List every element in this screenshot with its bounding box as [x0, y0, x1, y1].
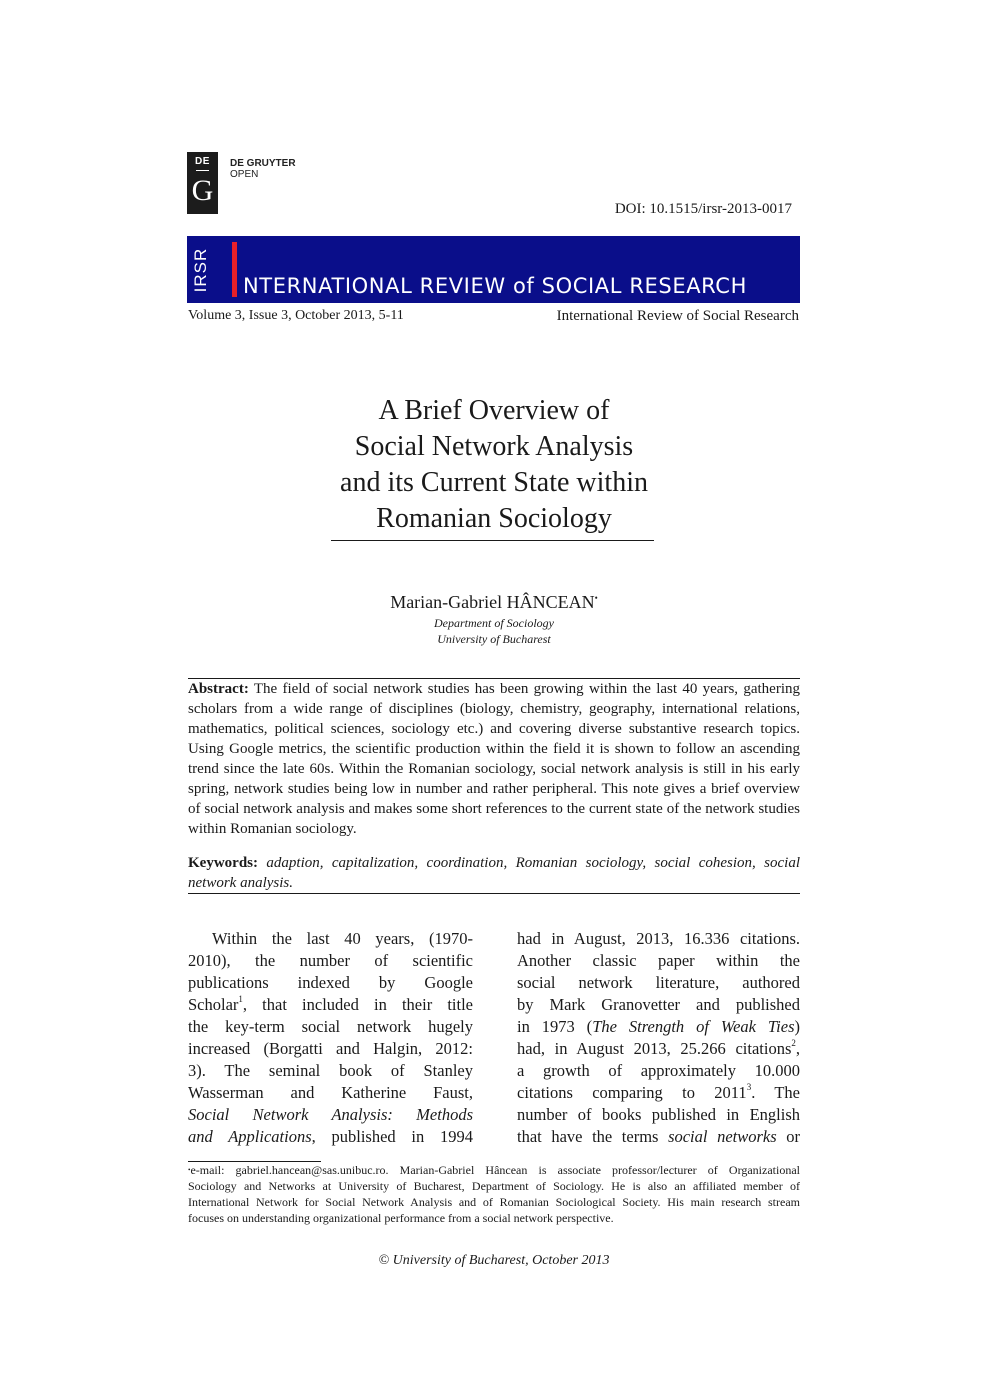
abstract-label: Abstract: [188, 681, 249, 697]
logo-divider [196, 170, 209, 171]
body-line: number of books published in English [517, 1105, 800, 1124]
title-underline [331, 540, 654, 541]
title-line: and its Current State within [340, 467, 648, 498]
body-line: Within the last 40 years, (1970- [212, 929, 473, 948]
body-left-column [188, 928, 473, 1148]
body-line [517, 1082, 800, 1104]
publisher-sub: OPEN [230, 169, 259, 180]
term-text: social networks [668, 1127, 777, 1146]
keywords [188, 853, 800, 893]
body-line: Wasserman and Katherine Faust, [188, 1083, 473, 1102]
book-title-text: Social Network Analysis: Methods [188, 1105, 473, 1124]
author-footnote-mark: • [594, 593, 598, 603]
body-line: 3). The seminal book of Stanley [188, 1061, 473, 1080]
body-text: . The [751, 1083, 800, 1102]
doi: DOI: 10.1515/irsr-2013-0017 [614, 201, 792, 217]
paper-title [294, 393, 694, 537]
title-line: A Brief Overview of [378, 395, 610, 426]
body-line: the key-term social network hugely [188, 1017, 473, 1036]
body-right-column [517, 928, 800, 1148]
abstract [188, 679, 800, 839]
body-line: Another classic paper within the [517, 951, 800, 970]
author-name-text: Marian-Gabriel HÂNCEAN [390, 592, 595, 612]
logo-de-text: DE [195, 156, 210, 167]
body-line: had in August, 2013, 16.336 citations. [517, 929, 800, 948]
body-text: had, in August 2013, 25.266 citations [517, 1039, 792, 1058]
body-line: increased (Borgatti and Halgin, 2012: [188, 1039, 473, 1058]
body-text: ) [794, 1017, 800, 1036]
footnote-line: International Network for Social Network Analysis and of Romanian Sociological Society. His main research stream [188, 1195, 800, 1209]
banner-title: NTERNATIONAL REVIEW of SOCIAL RESEARCH [243, 274, 747, 298]
body-text: or [776, 1127, 800, 1146]
publisher-logo [187, 152, 218, 214]
body-line: by Mark Granovetter and published [517, 995, 800, 1014]
footnote-line: Sociology and Networks at University of Bucharest, Department of Sociology. He is also an affiliated member of [188, 1179, 800, 1193]
author-footnote [188, 1162, 800, 1226]
volume-info: Volume 3, Issue 3, October 2013, 5-11 [188, 308, 404, 323]
body-line: social network literature, authored [517, 973, 800, 992]
footnote-text: e-mail: gabriel.hancean@sas.unibuc.ro. Marian-Gabriel Hâncean is associate professor/lecturer of Organizational [190, 1163, 800, 1177]
body-line [188, 1104, 473, 1126]
author-name [294, 592, 694, 613]
banner-red-bar [232, 242, 237, 297]
keywords-label: Keywords: [188, 855, 258, 871]
author-university: University of Bucharest [437, 632, 551, 646]
body-text: , that included in their title [242, 995, 473, 1014]
footnote-line [188, 1162, 800, 1178]
publisher-name: DE GRUYTER [230, 158, 296, 169]
footnote-ref: 2 [791, 1038, 796, 1048]
title-line: Social Network Analysis [354, 431, 634, 462]
body-line [517, 1038, 800, 1060]
title-line: Romanian Sociology [376, 503, 612, 534]
body-text: that have the terms [517, 1127, 669, 1146]
body-text: , [795, 1039, 800, 1058]
author-department: Department of Sociology [434, 616, 554, 630]
body-text: in 1973 ( [517, 1017, 593, 1036]
body-text: , published in 1994 [311, 1127, 473, 1146]
body-line: 2010), the number of scientific [188, 951, 473, 970]
journal-banner [187, 236, 800, 303]
footnote-ref: 1 [238, 994, 243, 1004]
body-line: a growth of approximately 10.000 [517, 1061, 800, 1080]
body-text: citations comparing to 2011 [517, 1083, 747, 1102]
footnote-line: focuses on understanding organizational performance from a social network perspective. [188, 1211, 614, 1225]
body-text: Scholar [188, 995, 239, 1014]
journal-name: International Review of Social Research [556, 308, 799, 324]
body-line: publications indexed by Google [188, 973, 473, 992]
body-line [517, 1016, 800, 1038]
body-line [517, 1126, 800, 1148]
banner-abbreviation [190, 236, 212, 303]
keywords-text: adaption, capitalization, coordination, Romanian sociology, social cohesion, social network analysis. [188, 855, 800, 891]
footnote-mark: • [188, 1166, 191, 1174]
body-line [188, 1126, 473, 1148]
banner-abbr-text: IRSR [191, 247, 210, 292]
logo-g-letter: G [191, 174, 214, 207]
book-title-text: and Applications [188, 1127, 312, 1146]
body-line [188, 994, 473, 1016]
footnote-ref: 3 [746, 1082, 752, 1092]
keywords-bottom-rule [188, 893, 800, 894]
paper-title-ref: The Strength of Weak Ties [592, 1017, 795, 1036]
abstract-text: The field of social network studies has been growing within the last 40 years, gathering scholars from a wide range of disciplines (biology, chemistry, geography, international relations, mathematics, political sciences, sociology etc.) and covering diverse substantive research topics. Using Google metrics, the scientific production within the field it is shown to follow an ascending trend since the late 60s. Within the Romanian sociology, social network analysis is still in his early spring, network studies being low in number and rather peripheral. This note gives a brief overview of social network analysis and makes some short references to the current state of the network studies within Romanian sociology. [188, 681, 800, 837]
copyright: © University of Bucharest, October 2013 [378, 1253, 610, 1268]
